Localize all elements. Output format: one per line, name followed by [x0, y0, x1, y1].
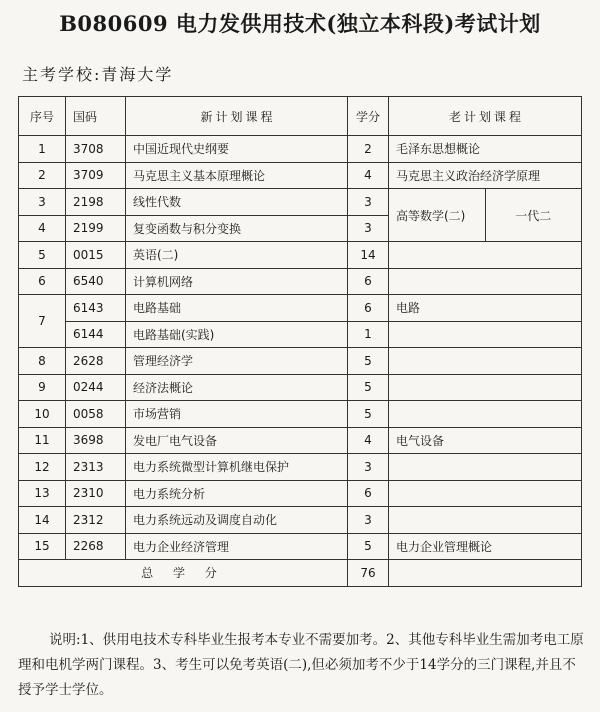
row-code: 3709 — [66, 162, 126, 189]
table-row — [19, 454, 582, 481]
page-title: B080609 电力发供用技术(独立本科段)考试计划 — [59, 11, 541, 36]
row-seq: 6 — [19, 268, 66, 295]
table-row-total — [19, 560, 582, 587]
row-course: 电路基础(实践) — [126, 321, 348, 348]
row-old-course-note: 一代二 — [485, 189, 582, 242]
row-code: 2628 — [66, 348, 126, 375]
row-course: 管理经济学 — [126, 348, 348, 375]
table-row — [19, 507, 582, 534]
row-old-course — [389, 454, 582, 481]
row-code: 0058 — [66, 401, 126, 428]
row-old-course: 电力企业管理概论 — [389, 533, 582, 560]
row-seq: 15 — [19, 533, 66, 560]
row-seq: 10 — [19, 401, 66, 428]
row-code: 3698 — [66, 427, 126, 454]
row-old-course: 马克思主义政治经济学原理 — [389, 162, 582, 189]
table-row — [19, 533, 582, 560]
table-header-row — [19, 97, 582, 136]
row-old-course — [389, 242, 582, 269]
row-old-course — [389, 401, 582, 428]
row-code: 2198 — [66, 189, 126, 216]
table-row — [19, 242, 582, 269]
row-code: 2310 — [66, 480, 126, 507]
row-old-course: 毛泽东思想概论 — [389, 136, 582, 163]
row-old-course — [389, 321, 582, 348]
header-code: 国码 — [66, 97, 126, 136]
row-code: 2312 — [66, 507, 126, 534]
header-new-course: 新计划课程 — [126, 97, 348, 136]
row-code: 2313 — [66, 454, 126, 481]
row-credits: 2 — [348, 136, 389, 163]
row-course: 市场营销 — [126, 401, 348, 428]
row-credits: 5 — [348, 533, 389, 560]
table-row — [19, 162, 582, 189]
row-old-course — [389, 268, 582, 295]
row-course: 电力系统远动及调度自动化 — [126, 507, 348, 534]
total-label: 总 学 分 — [19, 560, 348, 587]
row-credits: 6 — [348, 480, 389, 507]
row-seq: 13 — [19, 480, 66, 507]
row-credits: 3 — [348, 507, 389, 534]
row-credits: 5 — [348, 401, 389, 428]
row-old-course — [389, 374, 582, 401]
row-code: 6143 — [66, 295, 126, 322]
table-row — [19, 321, 582, 348]
row-credits: 14 — [348, 242, 389, 269]
row-course: 电力系统分析 — [126, 480, 348, 507]
table-row — [19, 295, 582, 322]
table-row — [19, 427, 582, 454]
row-credits: 6 — [348, 295, 389, 322]
row-course: 英语(二) — [126, 242, 348, 269]
row-seq: 4 — [19, 215, 66, 242]
row-old-course: 高等数学(二) — [389, 189, 486, 242]
row-old-course: 电气设备 — [389, 427, 582, 454]
row-seq: 7 — [19, 295, 66, 348]
row-credits: 5 — [348, 374, 389, 401]
row-code: 3708 — [66, 136, 126, 163]
row-credits: 4 — [348, 162, 389, 189]
row-seq: 3 — [19, 189, 66, 216]
row-course: 中国近现代史纲要 — [126, 136, 348, 163]
header-old-course: 老计划课程 — [389, 97, 582, 136]
row-course: 马克思主义基本原理概论 — [126, 162, 348, 189]
row-code: 6540 — [66, 268, 126, 295]
row-code: 2268 — [66, 533, 126, 560]
total-old-course — [389, 560, 582, 587]
table-row — [19, 480, 582, 507]
row-course: 经济法概论 — [126, 374, 348, 401]
table-row — [19, 348, 582, 375]
row-seq: 1 — [19, 136, 66, 163]
row-code: 6144 — [66, 321, 126, 348]
row-seq: 8 — [19, 348, 66, 375]
header-seq: 序号 — [19, 97, 66, 136]
row-code: 2199 — [66, 215, 126, 242]
table-row — [19, 136, 582, 163]
exam-school: 主考学校:青海大学 — [22, 65, 174, 84]
row-credits: 3 — [348, 215, 389, 242]
row-course: 线性代数 — [126, 189, 348, 216]
table-row — [19, 268, 582, 295]
row-course: 电力企业经济管理 — [126, 533, 348, 560]
row-course: 复变函数与积分变换 — [126, 215, 348, 242]
row-old-course — [389, 348, 582, 375]
row-credits: 3 — [348, 189, 389, 216]
row-old-course — [389, 480, 582, 507]
row-seq: 11 — [19, 427, 66, 454]
row-old-course: 电路 — [389, 295, 582, 322]
table-row — [19, 401, 582, 428]
row-course: 发电厂电气设备 — [126, 427, 348, 454]
row-seq: 14 — [19, 507, 66, 534]
row-seq: 2 — [19, 162, 66, 189]
row-course: 电路基础 — [126, 295, 348, 322]
row-seq: 5 — [19, 242, 66, 269]
row-seq: 12 — [19, 454, 66, 481]
row-credits: 5 — [348, 348, 389, 375]
footnote: 说明:1、供用电技术专科毕业生报考本专业不需要加考。2、其他专科毕业生需加考电工原理和电机学两门课程。3、考生可以免考英语(二),但必须加考不少于14学分的三门课程,并且不授予学士学位。 — [18, 632, 584, 698]
table-row — [19, 374, 582, 401]
table-row — [19, 189, 582, 216]
exam-plan-table — [18, 96, 582, 587]
row-credits: 3 — [348, 454, 389, 481]
row-course: 计算机网络 — [126, 268, 348, 295]
row-credits: 6 — [348, 268, 389, 295]
row-code: 0244 — [66, 374, 126, 401]
row-credits: 4 — [348, 427, 389, 454]
row-course: 电力系统微型计算机继电保护 — [126, 454, 348, 481]
row-code: 0015 — [66, 242, 126, 269]
row-credits: 1 — [348, 321, 389, 348]
total-credits: 76 — [348, 560, 389, 587]
header-credits: 学分 — [348, 97, 389, 136]
row-seq: 9 — [19, 374, 66, 401]
row-old-course — [389, 507, 582, 534]
